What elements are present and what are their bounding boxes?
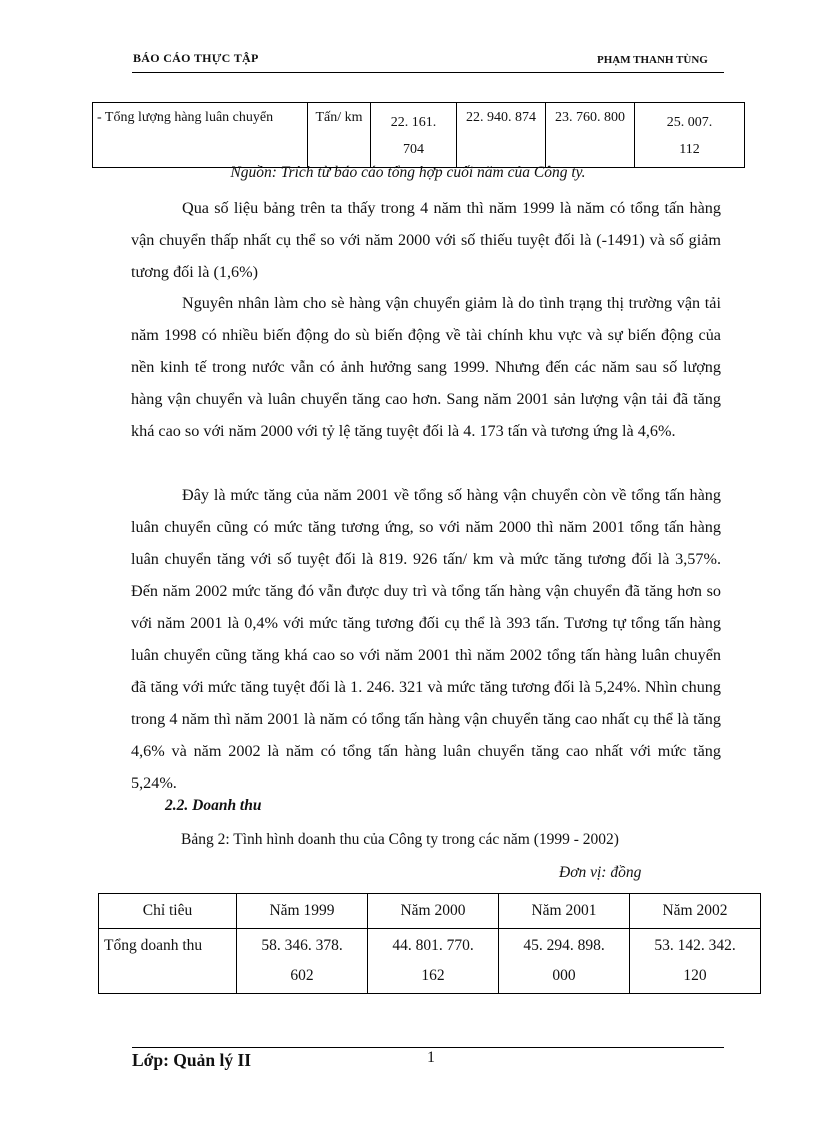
table-header-row: [99, 894, 761, 929]
header-2002: Năm 2002: [630, 894, 761, 929]
row-label: - Tổng lượng hàng luân chuyển: [93, 103, 308, 168]
page-number: 1: [427, 1049, 435, 1066]
cell-2001: [499, 929, 630, 994]
header-2000: Năm 2000: [368, 894, 499, 929]
cell-1999: [371, 103, 457, 168]
header-1999: Năm 1999: [237, 894, 368, 929]
cell-2002-line2: 112: [679, 142, 700, 157]
table-row: [93, 103, 745, 168]
cell-1999: [237, 929, 368, 994]
cell-2001-line2: 000: [552, 967, 576, 984]
header-report-title: BÁO CÁO THỰC TẬP: [133, 51, 259, 65]
cell-1999-line1: 58. 346. 378.: [261, 937, 343, 954]
header-rule: [132, 72, 724, 73]
unit-label: Đơn vị: đồng: [559, 864, 642, 881]
cell-1999-line1: 22. 161.: [390, 115, 437, 130]
paragraph-2: [131, 287, 721, 447]
cell-2001: 23. 760. 800: [546, 103, 635, 168]
paragraph-1-text: Qua số liệu bảng trên ta thấy trong 4 năm thì năm 1999 là năm có tổng tấn hàng vận chuyển thấp nhất cụ thể so với năm 2000 với số thiếu tuyệt đối là (-1491) và số giảm tương đối là (1,6%): [131, 199, 721, 281]
header-2001: Năm 2001: [499, 894, 630, 929]
cell-2002: [635, 103, 745, 168]
cell-2002-line1: 25. 007.: [666, 115, 713, 130]
cell-1999-line2: 704: [403, 142, 424, 157]
table-2-caption: Bảng 2: Tình hình doanh thu của Công ty trong các năm (1999 - 2002): [181, 831, 619, 848]
paragraph-3: [131, 479, 721, 799]
section-title: 2.2. Doanh thu: [165, 797, 262, 814]
cell-2002-line1: 53. 142. 342.: [654, 937, 736, 954]
paragraph-1: [131, 192, 721, 288]
cell-2000: [368, 929, 499, 994]
cell-2001-line1: 45. 294. 898.: [523, 937, 605, 954]
transport-table: [92, 102, 745, 168]
table-source-note: Nguồn: Trích từ báo cáo tổng hợp cuối năm của Công ty.: [230, 164, 586, 181]
footer-class-label: Lớp: Quản lý II: [132, 1050, 252, 1070]
row-unit: Tấn/ km: [308, 103, 371, 168]
cell-2000: 22. 940. 874: [457, 103, 546, 168]
header-author: PHẠM THANH TÙNG: [597, 54, 708, 66]
revenue-table: [98, 893, 761, 994]
cell-2002: [630, 929, 761, 994]
cell-2000-line2: 162: [421, 967, 445, 984]
footer-rule: [132, 1047, 724, 1048]
header-indicator: Chỉ tiêu: [99, 894, 237, 929]
table-row: [99, 929, 761, 994]
cell-2002-line2: 120: [683, 967, 707, 984]
paragraph-2-text: Nguyên nhân làm cho sè hàng vận chuyển giảm là do tình trạng thị trường vận tải năm 1998 có nhiều biến động do sù biến động về tài chính khu vực và sự biến động của nền kinh tế trong nước vẫn có ảnh hưởng sang 1999. Nhưng đến các năm sau số lượng hàng vận chuyển và luân chuyển tăng cao hơn. Sang năm 2001 sản lượng vận tải đã tăng khá cao so với năm 2000 với tỷ lệ tăng tuyệt đối là 4. 173 tấn và tương ứng là 4,6%.: [131, 294, 721, 440]
cell-1999-line2: 602: [290, 967, 314, 984]
cell-2000-line1: 44. 801. 770.: [392, 937, 474, 954]
row-label: Tổng doanh thu: [99, 929, 237, 994]
paragraph-3-text: Đây là mức tăng của năm 2001 về tổng số hàng vận chuyển còn về tổng tấn hàng luân chuyển cũng có mức tăng tương ứng, so với năm 2000 thì năm 2001 tổng tấn hàng luân chuyển tăng với số tuyệt đối là 819. 926 tấn/ km và mức tăng tương đối là 3,57%. Đến năm 2002 mức tăng đó vẫn được duy trì và tổng tấn hàng vận chuyển đã tăng hơn so với năm 2001 là 0,4% với mức tăng tương đối cụ thể là 393 tấn. Tương tự tổng tấn hàng luân chuyển cũng tăng khá cao so với năm 2001 thì năm 2002 tổng tấn hàng luân chuyển đã tăng với mức tăng tuyệt đối là 1. 246. 321 và mức tăng tương đối là 5,24%. Nhìn chung trong 4 năm thì năm 2001 là năm có tổng tấn hàng vận chuyển tăng cao nhất cụ thể là tăng 4,6% và năm 2002 là năm có tổng tấn hàng luân chuyển tăng cao nhất với mức tăng 5,24%.: [131, 486, 721, 792]
